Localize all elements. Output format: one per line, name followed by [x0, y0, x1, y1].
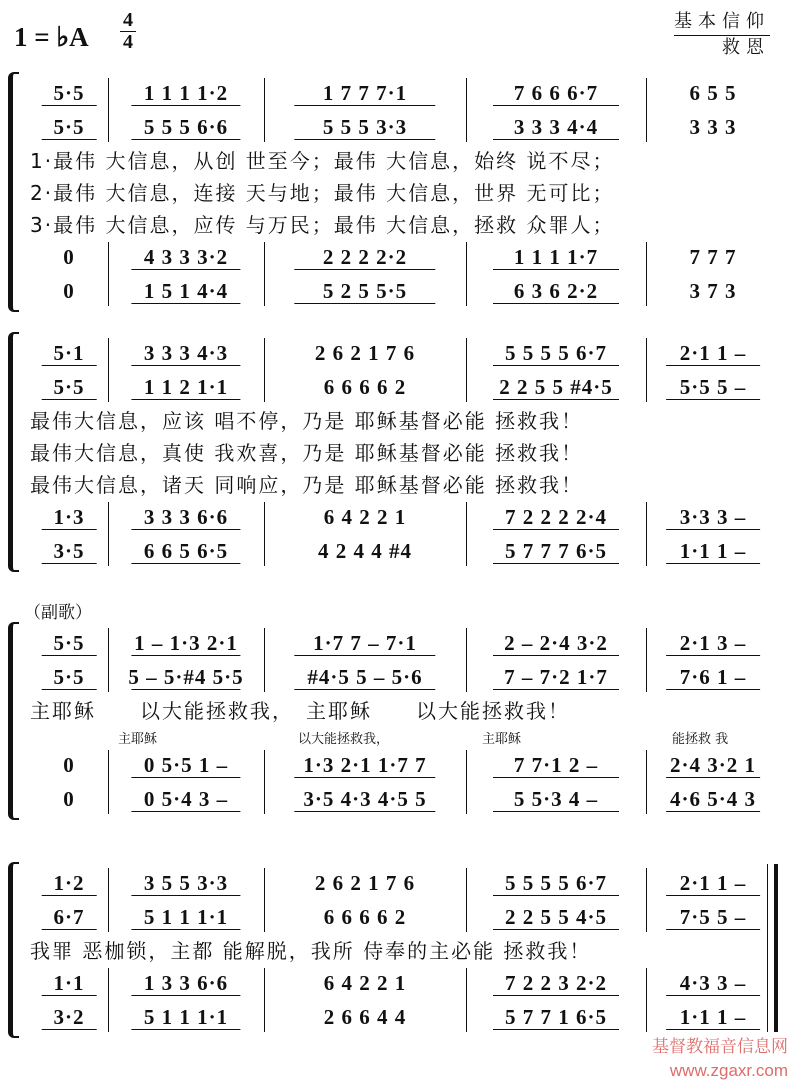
measure	[466, 968, 646, 998]
beam-underline	[131, 269, 240, 270]
measure	[108, 276, 264, 306]
measure-notes: 5 5 5 5 6·7	[504, 870, 607, 895]
measure	[646, 968, 780, 998]
measure-notes: #4·5 5 – 5·6	[307, 664, 423, 689]
measure	[466, 784, 646, 814]
measure	[646, 78, 780, 108]
measure-notes: 7·5 5 –	[679, 904, 747, 929]
beam-underline	[666, 995, 760, 996]
bar-line	[466, 628, 467, 692]
measure	[108, 868, 264, 898]
pickup-measure	[30, 502, 108, 532]
measure-notes: 1·2	[53, 870, 85, 895]
measure-notes: 2·1 1 –	[679, 870, 747, 895]
measure-notes: 7 – 7·2 1·7	[504, 664, 608, 689]
beam-underline	[131, 365, 240, 366]
beam-underline	[42, 655, 97, 656]
bar-line	[646, 78, 647, 142]
beam-underline	[493, 1029, 619, 1030]
lyric-line: 2·最伟 大信息，连接 天与地；最伟 大信息，世界 无可比；	[30, 181, 615, 205]
measure-notes: 7·6 1 –	[679, 664, 747, 689]
bar-line	[646, 338, 647, 402]
measure-notes: 3 3 3 6·6	[143, 504, 229, 529]
small-lyric: 主耶稣	[482, 732, 522, 747]
measure-notes: 0	[63, 752, 75, 777]
final-bar-line	[767, 864, 778, 1032]
measure-notes: 0	[63, 244, 75, 269]
beam-underline	[666, 529, 760, 530]
beam-underline	[131, 995, 240, 996]
beam-underline	[294, 777, 435, 778]
measure	[264, 968, 466, 998]
measure	[466, 338, 646, 368]
beam-underline	[493, 303, 619, 304]
measure	[466, 902, 646, 932]
measure-notes: 5 7 7 1 6·5	[504, 1004, 607, 1029]
pickup-measure	[30, 902, 108, 932]
measure-notes: 5 1 1 1·1	[143, 1004, 229, 1029]
measure	[108, 968, 264, 998]
measure-notes: 3 3 3 4·3	[143, 340, 229, 365]
measure-notes: 5·5	[53, 374, 85, 399]
measure-notes: 7 7 7	[689, 244, 737, 269]
measure-notes: 5 5 5 3·3	[322, 114, 408, 139]
beam-underline	[493, 105, 619, 106]
beam-underline	[294, 689, 435, 690]
measure	[108, 662, 264, 692]
measure	[646, 662, 780, 692]
bar-line	[108, 78, 109, 142]
pickup-measure	[30, 662, 108, 692]
measure-notes: 5·5	[53, 114, 85, 139]
measure	[646, 902, 780, 932]
measure-notes: 6 4 2 2 1	[323, 504, 407, 529]
measure-notes: 2·1 3 –	[679, 630, 747, 655]
measure-notes: 5·1	[53, 340, 85, 365]
beam-underline	[294, 105, 435, 106]
measure-notes: 6 5 5	[689, 80, 737, 105]
measure-notes: 7 2 2 3 2·2	[504, 970, 607, 995]
key-signature: 1 = ♭A	[14, 22, 89, 52]
notation-row	[30, 662, 778, 692]
notation-row	[30, 276, 778, 306]
pickup-measure	[30, 968, 108, 998]
measure	[646, 784, 780, 814]
notation-row	[30, 868, 778, 898]
measure	[264, 902, 466, 932]
beam-underline	[131, 777, 240, 778]
notation-row	[30, 1002, 778, 1032]
measure	[264, 338, 466, 368]
pickup-measure	[30, 750, 108, 780]
beam-underline	[493, 655, 619, 656]
bar-line	[466, 968, 467, 1032]
beam-underline	[493, 529, 619, 530]
bar-line	[466, 78, 467, 142]
beam-underline	[131, 139, 240, 140]
pickup-measure	[30, 112, 108, 142]
measure-notes: 1 3 3 6·6	[143, 970, 229, 995]
measure-notes: 7 7·1 2 –	[513, 752, 599, 777]
bar-line	[264, 78, 265, 142]
measure-notes: 4 2 4 4 #4	[318, 538, 412, 563]
pickup-measure	[30, 536, 108, 566]
notation-row	[30, 372, 778, 402]
measure	[646, 372, 780, 402]
measure	[108, 242, 264, 272]
beam-underline	[131, 529, 240, 530]
song-title	[674, 10, 770, 60]
notation-row	[30, 750, 778, 780]
measure-notes: 2 6 2 1 7 6	[314, 340, 416, 365]
beam-underline	[493, 811, 619, 812]
beam-underline	[131, 655, 240, 656]
bar-line	[646, 242, 647, 306]
pickup-measure	[30, 628, 108, 658]
bar-line	[108, 338, 109, 402]
measure-notes: 5·5	[53, 664, 85, 689]
beam-underline	[42, 895, 97, 896]
beam-underline	[294, 303, 435, 304]
measure	[466, 502, 646, 532]
beam-underline	[493, 777, 619, 778]
beam-underline	[666, 689, 760, 690]
beam-underline	[666, 811, 760, 812]
beam-underline	[42, 563, 97, 564]
system-brace	[8, 622, 19, 820]
beam-underline	[294, 655, 435, 656]
beam-underline	[666, 929, 760, 930]
measure-notes: 5 1 1 1·1	[143, 904, 229, 929]
beam-underline	[42, 689, 97, 690]
beam-underline	[294, 139, 435, 140]
measure	[264, 750, 466, 780]
beam-underline	[131, 1029, 240, 1030]
bar-line	[264, 868, 265, 932]
beam-underline	[493, 995, 619, 996]
beam-underline	[493, 689, 619, 690]
measure	[108, 338, 264, 368]
measure	[108, 112, 264, 142]
measure-notes: 5 7 7 7 6·5	[504, 538, 607, 563]
measure	[646, 112, 780, 142]
measure	[646, 502, 780, 532]
chorus-label: （副歌）	[24, 603, 92, 623]
measure-notes: 4·6 5·4 3	[669, 786, 756, 811]
bar-line	[108, 242, 109, 306]
measure-notes: 1·7 7 – 7·1	[313, 630, 417, 655]
beam-underline	[42, 399, 97, 400]
bar-line	[108, 868, 109, 932]
measure-notes: 5 5 5 6·6	[143, 114, 229, 139]
notation-row	[30, 784, 778, 814]
measure	[264, 628, 466, 658]
measure-notes: 6 6 6 6 2	[323, 904, 407, 929]
notation-row	[30, 536, 778, 566]
measure	[108, 784, 264, 814]
measure	[646, 536, 780, 566]
beam-underline	[666, 563, 760, 564]
measure	[646, 750, 780, 780]
bar-line	[646, 628, 647, 692]
measure-notes: 5 5·3 4 –	[513, 786, 599, 811]
measure-notes: 3·2	[53, 1004, 85, 1029]
measure	[264, 1002, 466, 1032]
beam-underline	[131, 811, 240, 812]
bar-line	[264, 628, 265, 692]
beam-underline	[493, 139, 619, 140]
measure	[108, 750, 264, 780]
watermark: 基督教福音信息网	[652, 1037, 788, 1057]
beam-underline	[294, 811, 435, 812]
measure-notes: 0 5·5 1 –	[143, 752, 229, 777]
bar-line	[646, 968, 647, 1032]
beam-underline	[42, 529, 97, 530]
bar-line	[466, 338, 467, 402]
notation-row	[30, 112, 778, 142]
lyric-line: 3·最伟 大信息，应传 与万民；最伟 大信息，拯救 众罪人；	[30, 213, 615, 237]
measure-notes: 0	[63, 786, 75, 811]
measure-notes: 3·5	[53, 538, 85, 563]
measure	[264, 536, 466, 566]
measure	[108, 78, 264, 108]
beam-underline	[666, 777, 760, 778]
measure-notes: 2 – 2·4 3·2	[504, 630, 608, 655]
pickup-measure	[30, 372, 108, 402]
beam-underline	[131, 563, 240, 564]
measure-notes: 5 5 5 5 6·7	[504, 340, 607, 365]
measure-notes: 1 5 1 4·4	[143, 278, 229, 303]
measure-notes: 0 5·4 3 –	[143, 786, 229, 811]
measure-notes: 6 6 5 6·5	[143, 538, 229, 563]
notation-row	[30, 968, 778, 998]
measure-notes: 4·3 3 –	[679, 970, 747, 995]
measure-notes: 6 3 6 2·2	[513, 278, 599, 303]
measure	[264, 784, 466, 814]
system-brace	[8, 72, 19, 312]
measure-notes: 3 3 3	[689, 114, 737, 139]
measure-notes: 6 4 2 2 1	[323, 970, 407, 995]
beam-underline	[131, 105, 240, 106]
measure	[264, 662, 466, 692]
beam-underline	[493, 895, 619, 896]
beam-underline	[493, 399, 619, 400]
small-lyric: 主耶稣	[118, 732, 158, 747]
measure	[264, 276, 466, 306]
beam-underline	[666, 1029, 760, 1030]
system-brace	[8, 332, 19, 572]
measure	[264, 242, 466, 272]
measure	[264, 112, 466, 142]
bar-line	[108, 968, 109, 1032]
pickup-measure	[30, 276, 108, 306]
notation-row	[30, 338, 778, 368]
notation-row	[30, 502, 778, 532]
lyric-line: 最伟大信息，真使 我欢喜，乃是 耶稣基督必能 拯救我！	[30, 441, 584, 465]
measure-notes: 5·5	[53, 80, 85, 105]
measure	[466, 536, 646, 566]
measure	[466, 78, 646, 108]
system-brace	[8, 862, 19, 1038]
measure	[466, 1002, 646, 1032]
measure	[108, 902, 264, 932]
measure	[466, 276, 646, 306]
measure-notes: 1·1 1 –	[679, 1004, 747, 1029]
notation-row	[30, 902, 778, 932]
bar-line	[108, 502, 109, 566]
lyric-line: 1·最伟 大信息，从创 世至今；最伟 大信息，始终 说不尽；	[30, 149, 615, 173]
measure	[264, 502, 466, 532]
measure-notes: 2 2 5 5 4·5	[504, 904, 607, 929]
measure-notes: 5·5 5 –	[679, 374, 747, 399]
beam-underline	[42, 1029, 97, 1030]
beam-underline	[493, 365, 619, 366]
beam-underline	[131, 895, 240, 896]
beam-underline	[493, 929, 619, 930]
measure-notes: 3·5 4·3 4·5 5	[303, 786, 427, 811]
measure	[466, 372, 646, 402]
bar-line	[646, 750, 647, 814]
measure-notes: 1 – 1·3 2·1	[134, 630, 238, 655]
beam-underline	[666, 365, 760, 366]
pickup-measure	[30, 338, 108, 368]
beam-underline	[131, 689, 240, 690]
bar-line	[264, 502, 265, 566]
bar-line	[108, 750, 109, 814]
measure-notes: 2 2 5 5 #4·5	[499, 374, 613, 399]
measure	[646, 868, 780, 898]
lyric-line: 最伟大信息，应该 唱不停，乃是 耶稣基督必能 拯救我！	[30, 409, 584, 433]
measure-notes: 1·1	[53, 970, 85, 995]
beam-underline	[131, 399, 240, 400]
measure-notes: 1·3	[53, 504, 85, 529]
pickup-measure	[30, 78, 108, 108]
bar-line	[264, 242, 265, 306]
pickup-measure	[30, 784, 108, 814]
small-lyric: 能拯救 我	[672, 732, 729, 747]
measure	[108, 628, 264, 658]
bar-line	[646, 502, 647, 566]
beam-underline	[493, 269, 619, 270]
lyric-line: 最伟大信息，诸天 同响应，乃是 耶稣基督必能 拯救我！	[30, 473, 584, 497]
watermark-url: www.zgaxr.com	[669, 1061, 788, 1080]
measure	[646, 338, 780, 368]
measure	[466, 662, 646, 692]
small-lyric: 以大能拯救我，	[298, 732, 390, 747]
measure	[646, 1002, 780, 1032]
bar-line	[466, 868, 467, 932]
measure-notes: 0	[63, 278, 75, 303]
bar-line	[466, 750, 467, 814]
beam-underline	[42, 105, 97, 106]
measure	[108, 502, 264, 532]
bar-line	[264, 338, 265, 402]
measure	[466, 750, 646, 780]
measure-notes: 1 7 7 7·1	[322, 80, 408, 105]
measure	[108, 1002, 264, 1032]
measure-notes: 1·1 1 –	[679, 538, 747, 563]
measure	[264, 372, 466, 402]
bar-line	[264, 968, 265, 1032]
measure	[466, 868, 646, 898]
measure-notes: 2·1 1 –	[679, 340, 747, 365]
measure-notes: 4 3 3 3·2	[143, 244, 229, 269]
beam-underline	[493, 563, 619, 564]
measure-notes: 3 5 5 3·3	[143, 870, 229, 895]
beam-underline	[666, 399, 760, 400]
measure-notes: 1 1 1 1·2	[143, 80, 229, 105]
measure-notes: 1 1 2 1·1	[143, 374, 229, 399]
beam-underline	[666, 895, 760, 896]
measure	[466, 628, 646, 658]
measure	[108, 536, 264, 566]
measure	[466, 112, 646, 142]
measure-notes: 6·7	[53, 904, 85, 929]
beam-underline	[294, 269, 435, 270]
bar-line	[466, 242, 467, 306]
measure-notes: 3 7 3	[689, 278, 737, 303]
measure-notes: 2·4 3·2 1	[669, 752, 756, 777]
pickup-measure	[30, 1002, 108, 1032]
measure-notes: 5 – 5·#4 5·5	[128, 664, 244, 689]
measure-notes: 7 2 2 2 2·4	[504, 504, 607, 529]
beam-underline	[131, 303, 240, 304]
beam-underline	[42, 139, 97, 140]
measure	[264, 78, 466, 108]
measure-notes: 1 1 1 1·7	[513, 244, 599, 269]
measure-notes: 3·3 3 –	[679, 504, 747, 529]
category-label: 基本信仰	[674, 10, 770, 36]
measure	[264, 868, 466, 898]
beam-underline	[131, 929, 240, 930]
bar-line	[466, 502, 467, 566]
beam-underline	[42, 995, 97, 996]
notation-row	[30, 242, 778, 272]
measure-notes: 2 2 2 2·2	[322, 244, 408, 269]
measure-notes: 2 6 2 1 7 6	[314, 870, 416, 895]
bar-line	[108, 628, 109, 692]
lyric-line: 我罪 恶枷锁，主都 能解脱，我所 侍奉的主必能 拯救我！	[30, 939, 592, 963]
measure-notes: 6 6 6 6 2	[323, 374, 407, 399]
lyric-line: 主耶稣 以大能拯救我， 主耶稣 以大能拯救我！	[30, 699, 570, 723]
notation-row	[30, 628, 778, 658]
beam-underline	[42, 929, 97, 930]
bar-line	[264, 750, 265, 814]
measure-notes: 5 2 5 5·5	[322, 278, 408, 303]
measure	[466, 242, 646, 272]
measure-notes: 7 6 6 6·7	[513, 80, 599, 105]
subcategory-label: 救恩	[722, 37, 770, 58]
bar-line	[646, 868, 647, 932]
pickup-measure	[30, 242, 108, 272]
measure-notes: 3 3 3 4·4	[513, 114, 599, 139]
measure	[646, 242, 780, 272]
pickup-measure	[30, 868, 108, 898]
notation-row	[30, 78, 778, 108]
beam-underline	[666, 655, 760, 656]
measure	[646, 276, 780, 306]
measure-notes: 2 6 6 4 4	[323, 1004, 407, 1029]
measure	[646, 628, 780, 658]
beam-underline	[42, 365, 97, 366]
measure-notes: 1·3 2·1 1·7 7	[303, 752, 427, 777]
measure	[108, 372, 264, 402]
time-signature: 4 4	[118, 10, 138, 53]
measure-notes: 5·5	[53, 630, 85, 655]
